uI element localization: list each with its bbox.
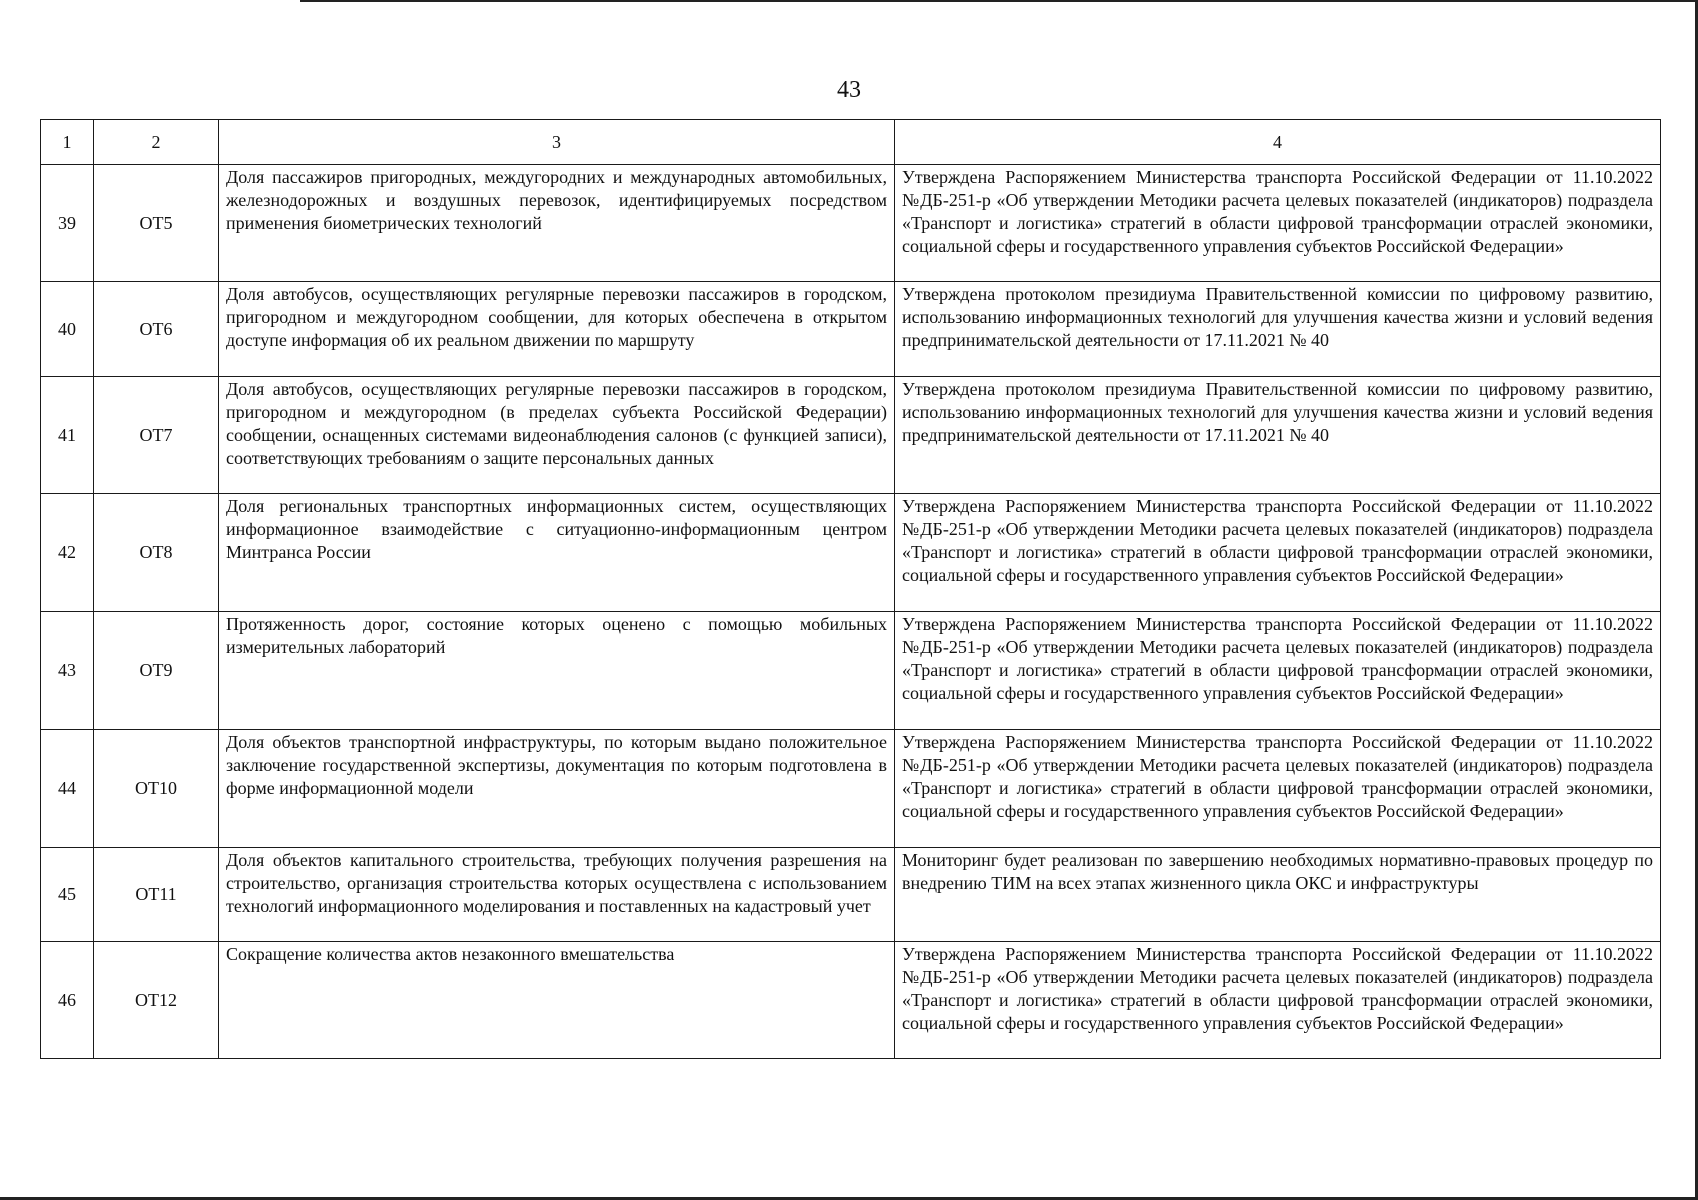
table-row xyxy=(41,282,1661,377)
table-row xyxy=(41,377,1661,494)
table-row xyxy=(41,848,1661,942)
row-number: 42 xyxy=(41,494,94,612)
table-row xyxy=(41,612,1661,730)
indicator-source: Утверждена Распоряжением Министерства транспорта Российской Федерации от 11.10.2022 №ДБ-251-р «Об утверждении Методики расчета целевых показателей (индикаторов) подраздела «Транспорт и логистика» стратегий в области цифровой трансформации отраслей экономики, социальной сферы и государственного управления субъектов Российской Федерации» xyxy=(895,942,1661,1059)
indicator-code: ОТ10 xyxy=(94,730,219,848)
indicator-code: ОТ7 xyxy=(94,377,219,494)
column-header-3: 3 xyxy=(219,120,895,165)
indicator-source: Утверждена Распоряжением Министерства транспорта Российской Федерации от 11.10.2022 №ДБ-251-р «Об утверждении Методики расчета целевых показателей (индикаторов) подраздела «Транспорт и логистика» стратегий в области цифровой трансформации отраслей экономики, социальной сферы и государственного управления субъектов Российской Федерации» xyxy=(895,494,1661,612)
row-number: 45 xyxy=(41,848,94,942)
indicator-description: Доля автобусов, осуществляющих регулярные перевозки пассажиров в городском, пригородном и междугородном (в пределах субъекта Российской Федерации) сообщении, оснащенных системами видеонаблюдения салонов (с функцией записи), соответствующих требованиям о защите персональных данных xyxy=(219,377,895,494)
indicator-source: Мониторинг будет реализован по завершению необходимых нормативно-правовых процедур по внедрению ТИМ на всех этапах жизненного цикла ОКС и инфраструктуры xyxy=(895,848,1661,942)
column-header-1: 1 xyxy=(41,120,94,165)
indicator-description: Доля автобусов, осуществляющих регулярные перевозки пассажиров в городском, пригородном и междугородном сообщении, для которых обеспечена в открытом доступе информация об их реальном движении по маршруту xyxy=(219,282,895,377)
indicator-code: ОТ6 xyxy=(94,282,219,377)
page-number: 43 xyxy=(837,77,861,103)
column-header-2: 2 xyxy=(94,120,219,165)
table-row xyxy=(41,730,1661,848)
indicator-description: Сокращение количества актов незаконного вмешательства xyxy=(219,942,895,1059)
row-number: 40 xyxy=(41,282,94,377)
indicator-description: Протяженность дорог, состояние которых оценено с помощью мобильных измерительных лабораторий xyxy=(219,612,895,730)
indicator-code: ОТ12 xyxy=(94,942,219,1059)
row-number: 39 xyxy=(41,165,94,282)
indicator-description: Доля региональных транспортных информационных систем, осуществляющих информационное взаимодействие с ситуационно-информационным центром Минтранса России xyxy=(219,494,895,612)
indicator-source: Утверждена протоколом президиума Правительственной комиссии по цифровому развитию, использованию информационных технологий для улучшения качества жизни и условий ведения предпринимательской деятельности от 17.11.2021 № 40 xyxy=(895,282,1661,377)
row-number: 41 xyxy=(41,377,94,494)
indicator-code: ОТ9 xyxy=(94,612,219,730)
table-header-row xyxy=(41,120,1661,165)
indicator-code: ОТ8 xyxy=(94,494,219,612)
table-row xyxy=(41,165,1661,282)
indicators-table xyxy=(40,119,1661,1059)
table-row xyxy=(41,942,1661,1059)
indicator-code: ОТ5 xyxy=(94,165,219,282)
indicator-description: Доля объектов транспортной инфраструктуры, по которым выдано положительное заключение государственной экспертизы, документация по которым подготовлена в форме информационной модели xyxy=(219,730,895,848)
row-number: 43 xyxy=(41,612,94,730)
indicator-source: Утверждена Распоряжением Министерства транспорта Российской Федерации от 11.10.2022 №ДБ-251-р «Об утверждении Методики расчета целевых показателей (индикаторов) подраздела «Транспорт и логистика» стратегий в области цифровой трансформации отраслей экономики, социальной сферы и государственного управления субъектов Российской Федерации» xyxy=(895,165,1661,282)
indicator-source: Утверждена Распоряжением Министерства транспорта Российской Федерации от 11.10.2022 №ДБ-251-р «Об утверждении Методики расчета целевых показателей (индикаторов) подраздела «Транспорт и логистика» стратегий в области цифровой трансформации отраслей экономики, социальной сферы и государственного управления субъектов Российской Федерации» xyxy=(895,730,1661,848)
indicator-code: ОТ11 xyxy=(94,848,219,942)
indicator-source: Утверждена Распоряжением Министерства транспорта Российской Федерации от 11.10.2022 №ДБ-251-р «Об утверждении Методики расчета целевых показателей (индикаторов) подраздела «Транспорт и логистика» стратегий в области цифровой трансформации отраслей экономики, социальной сферы и государственного управления субъектов Российской Федерации» xyxy=(895,612,1661,730)
indicator-source: Утверждена протоколом президиума Правительственной комиссии по цифровому развитию, использованию информационных технологий для улучшения качества жизни и условий ведения предпринимательской деятельности от 17.11.2021 № 40 xyxy=(895,377,1661,494)
row-number: 46 xyxy=(41,942,94,1059)
row-number: 44 xyxy=(41,730,94,848)
column-header-4: 4 xyxy=(895,120,1661,165)
table-row xyxy=(41,494,1661,612)
indicator-description: Доля объектов капитального строительства, требующих получения разрешения на строительство, организация строительства которых осуществлена с использованием технологий информационного моделирования и поставленных на кадастровый учет xyxy=(219,848,895,942)
scan-border-top xyxy=(300,0,1698,2)
indicator-description: Доля пассажиров пригородных, междугородних и международных автомобильных, железнодорожных и воздушных перевозок, идентифицируемых посредством применения биометрических технологий xyxy=(219,165,895,282)
